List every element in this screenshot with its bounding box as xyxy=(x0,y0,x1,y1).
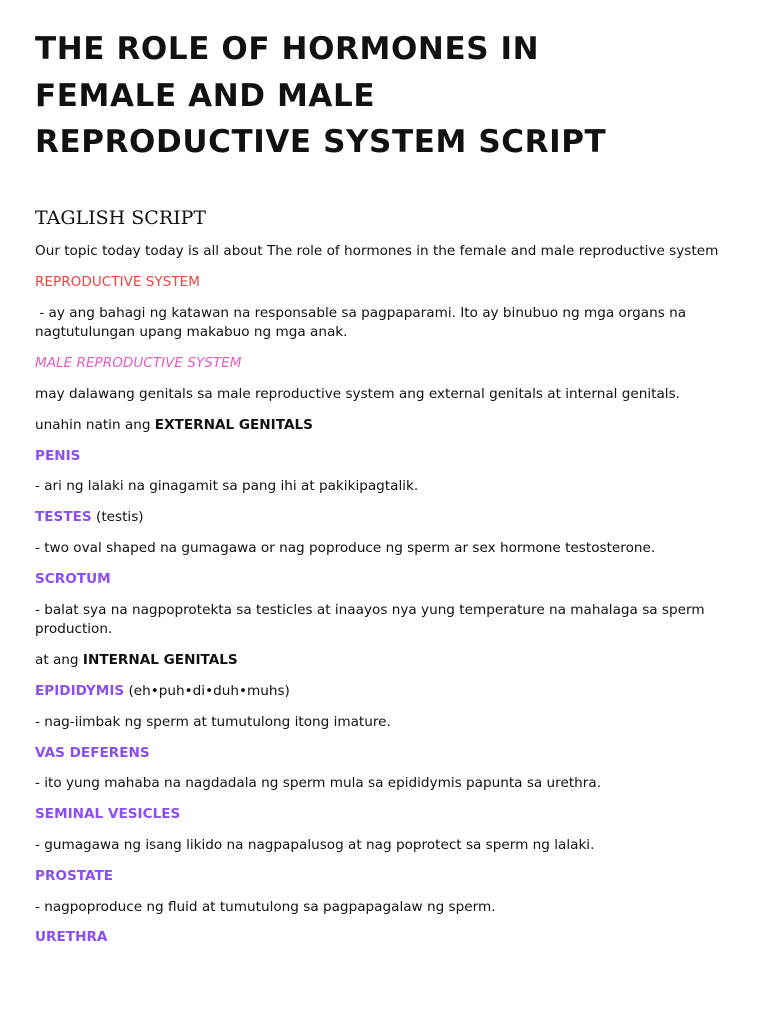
penis-definition: - ari ng lalaki na ginagamit sa pang ihi at pakikipagtalik. xyxy=(35,478,419,495)
title-line-1: THE ROLE OF HORMONES IN xyxy=(35,31,540,67)
prostate-heading: PROSTATE xyxy=(35,867,114,884)
urethra-heading: URETHRA xyxy=(35,929,108,946)
epididymis-definition: - nag-iimbak ng sperm at tumutulong itong imature. xyxy=(35,713,391,730)
script-body xyxy=(35,242,740,959)
intro-paragraph: Our topic today today is all about The role of hormones in the female and male reproductive system xyxy=(35,243,719,259)
testes-suffix: (testis) xyxy=(91,509,144,526)
title-line-3: REPRODUCTIVE SYSTEM SCRIPT xyxy=(35,124,607,160)
penis-heading: PENIS xyxy=(35,447,81,464)
testes-line xyxy=(35,508,740,528)
vas-deferens-heading: VAS DEFERENS xyxy=(35,744,150,761)
document-title xyxy=(35,26,735,166)
epididymis-line xyxy=(35,682,740,702)
prostate-definition: - nagpoproduce ng fluid at tumutulong sa pagpapagalaw ng sperm. xyxy=(35,898,496,915)
internal-prefix: at ang xyxy=(35,652,83,669)
reproductive-system-heading: REPRODUCTIVE SYSTEM xyxy=(35,273,200,290)
external-genitals-line xyxy=(35,416,740,436)
testes-heading: TESTES xyxy=(35,509,92,526)
script-subtitle: TAGLISH SCRIPT xyxy=(35,207,207,229)
external-prefix: unahin natin ang xyxy=(35,416,155,433)
seminal-vesicles-definition: - gumagawa ng isang likido na nagpapalusog at nag poprotect sa sperm ng lalaki. xyxy=(35,836,595,853)
scrotum-heading: SCROTUM xyxy=(35,570,111,587)
epididymis-heading: EPIDIDYMIS xyxy=(35,682,125,699)
testes-definition: - two oval shaped na gumagawa or nag poproduce ng sperm ar sex hormone testosterone. xyxy=(35,539,656,556)
internal-genitals-label: INTERNAL GENITALS xyxy=(82,652,238,669)
external-genitals-label: EXTERNAL GENITALS xyxy=(154,416,313,433)
seminal-vesicles-heading: SEMINAL VESICLES xyxy=(35,806,181,823)
reproductive-system-definition: - ay ang bahagi ng katawan na responsable sa pagpaparami. Ito ay binubuo ng mga organs na nagtutulungan upang makabuo ng mga anak. xyxy=(35,304,691,341)
epididymis-suffix: (eh•puh•di•duh•muhs) xyxy=(124,682,290,699)
title-line-2: FEMALE AND MALE xyxy=(35,77,376,114)
vas-deferens-definition: - ito yung mahaba na nagdadala ng sperm mula sa epididymis papunta sa urethra. xyxy=(35,775,602,792)
scrotum-definition: - balat sya na nagpoprotekta sa testicles at inaayos nya yung temperature na mahalaga sa sperm production. xyxy=(35,601,705,638)
internal-genitals-line xyxy=(35,651,740,671)
male-intro-paragraph: may dalawang genitals sa male reproductive system ang external genitals at internal genitals. xyxy=(35,385,680,402)
male-reproductive-heading: MALE REPRODUCTIVE SYSTEM xyxy=(35,355,242,372)
